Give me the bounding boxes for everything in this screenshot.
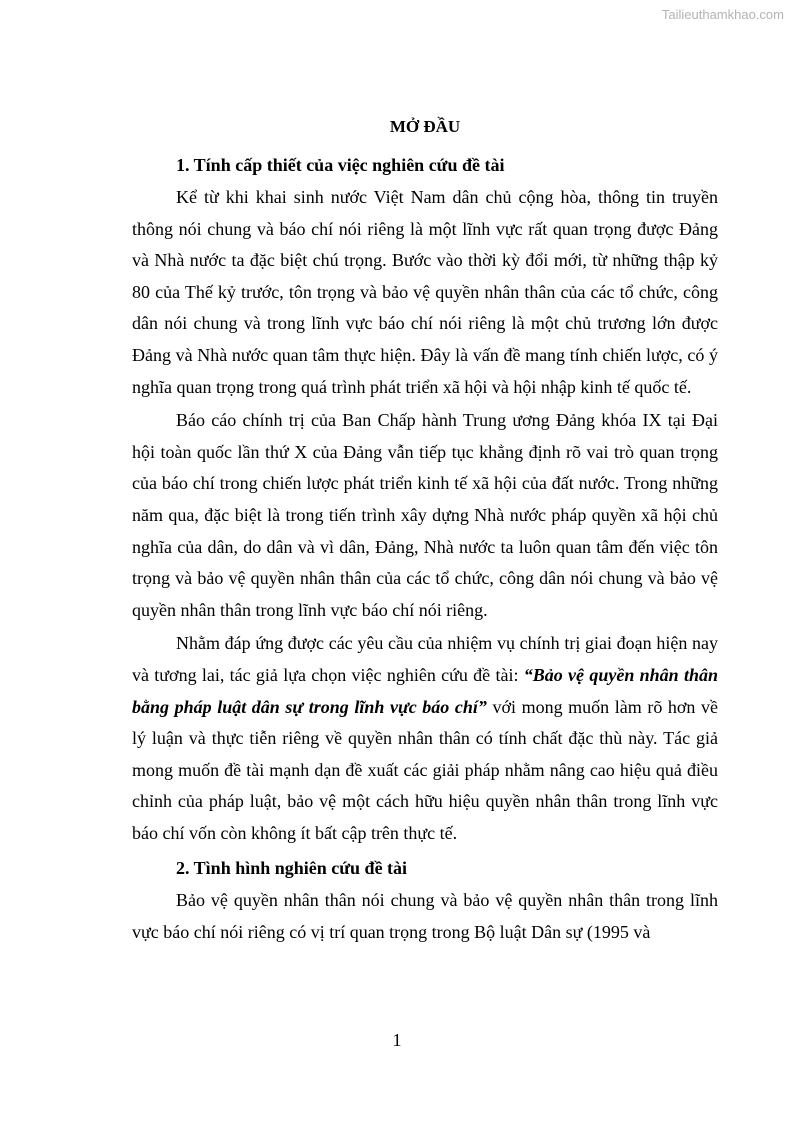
section-2-heading: 2. Tình hình nghiên cứu đề tài — [176, 858, 408, 879]
page-number: 1 — [392, 1030, 402, 1050]
section-1-paragraph-1: Kể từ khi khai sinh nước Việt Nam dân chủ cộng hòa, thông tin truyền thông nói chung và báo chí nói riêng là một lĩnh vực rất quan trọng được Đảng và Nhà nước ta đặc biệt chú trọng. Bước vào thời kỳ đổi mới, từ những thập kỷ 80 của Thế kỷ trước, tôn trọng và bảo vệ quyền nhân thân của các tổ chức, công dân nói chung và trong lĩnh vực báo chí nói riêng là một chủ trương lớn được Đảng và Nhà nước quan tâm thực hiện. Đây là vấn đề mang tính chiến lược, có ý nghĩa quan trọng trong quá trình phát triển xã hội và hội nhập kinh tế quốc tế. — [132, 187, 718, 397]
section-1-paragraph-3 — [132, 628, 718, 849]
thesis-topic-title: “Bảo vệ quyền nhân thân bằng pháp luật dân sự trong lĩnh vực báo chí” — [132, 664, 718, 717]
document-body — [132, 110, 718, 951]
section-1-heading: 1. Tính cấp thiết của việc nghiên cứu đề tài — [176, 155, 505, 175]
watermark-text: Tailieuthamkhao.com — [661, 7, 784, 22]
paragraph-3-text-after: với mong muốn làm rõ hơn về lý luận và thực tiễn riêng về quyền nhân thân có tính chất đặc thù này. Tác giả mong muốn đề tài mạnh dạn đề xuất các giải pháp nhằm nâng cao hiệu quả điều chỉnh của pháp luật, bảo vệ một cách hữu hiệu quyền nhân thân trong lĩnh vực báo chí vốn còn không ít bất cập trên thực tế. — [132, 696, 719, 843]
paragraph-3-text-before: Nhằm đáp ứng được các yêu cầu của nhiệm vụ chính trị giai đoạn hiện nay và tương lai, tác giả lựa chọn việc nghiên cứu đề tài: — [132, 633, 718, 685]
section-1-paragraph-2: Báo cáo chính trị của Ban Chấp hành Trung ương Đảng khóa IX tại Đại hội toàn quốc lần thứ X của Đảng vẫn tiếp tục khẳng định rõ vai trò quan trọng của báo chí trong chiến lược phát triển kinh tế xã hội của đất nước. Trong những năm qua, đặc biệt là trong tiến trình xây dựng Nhà nước pháp quyền xã hội chủ nghĩa của dân, do dân và vì dân, Đảng, Nhà nước ta luôn quan tâm đến việc tôn trọng và bảo vệ quyền nhân thân của các tổ chức, công dân nói chung và bảo vệ quyền nhân thân trong lĩnh vực báo chí nói riêng. — [132, 410, 718, 620]
page-title: MỞ ĐẦU — [389, 117, 461, 136]
section-2-paragraph-1: Bảo vệ quyền nhân thân nói chung và bảo vệ quyền nhân thân trong lĩnh vực báo chí nói riêng có vị trí quan trọng trong Bộ luật Dân sự (1995 và — [132, 890, 718, 943]
